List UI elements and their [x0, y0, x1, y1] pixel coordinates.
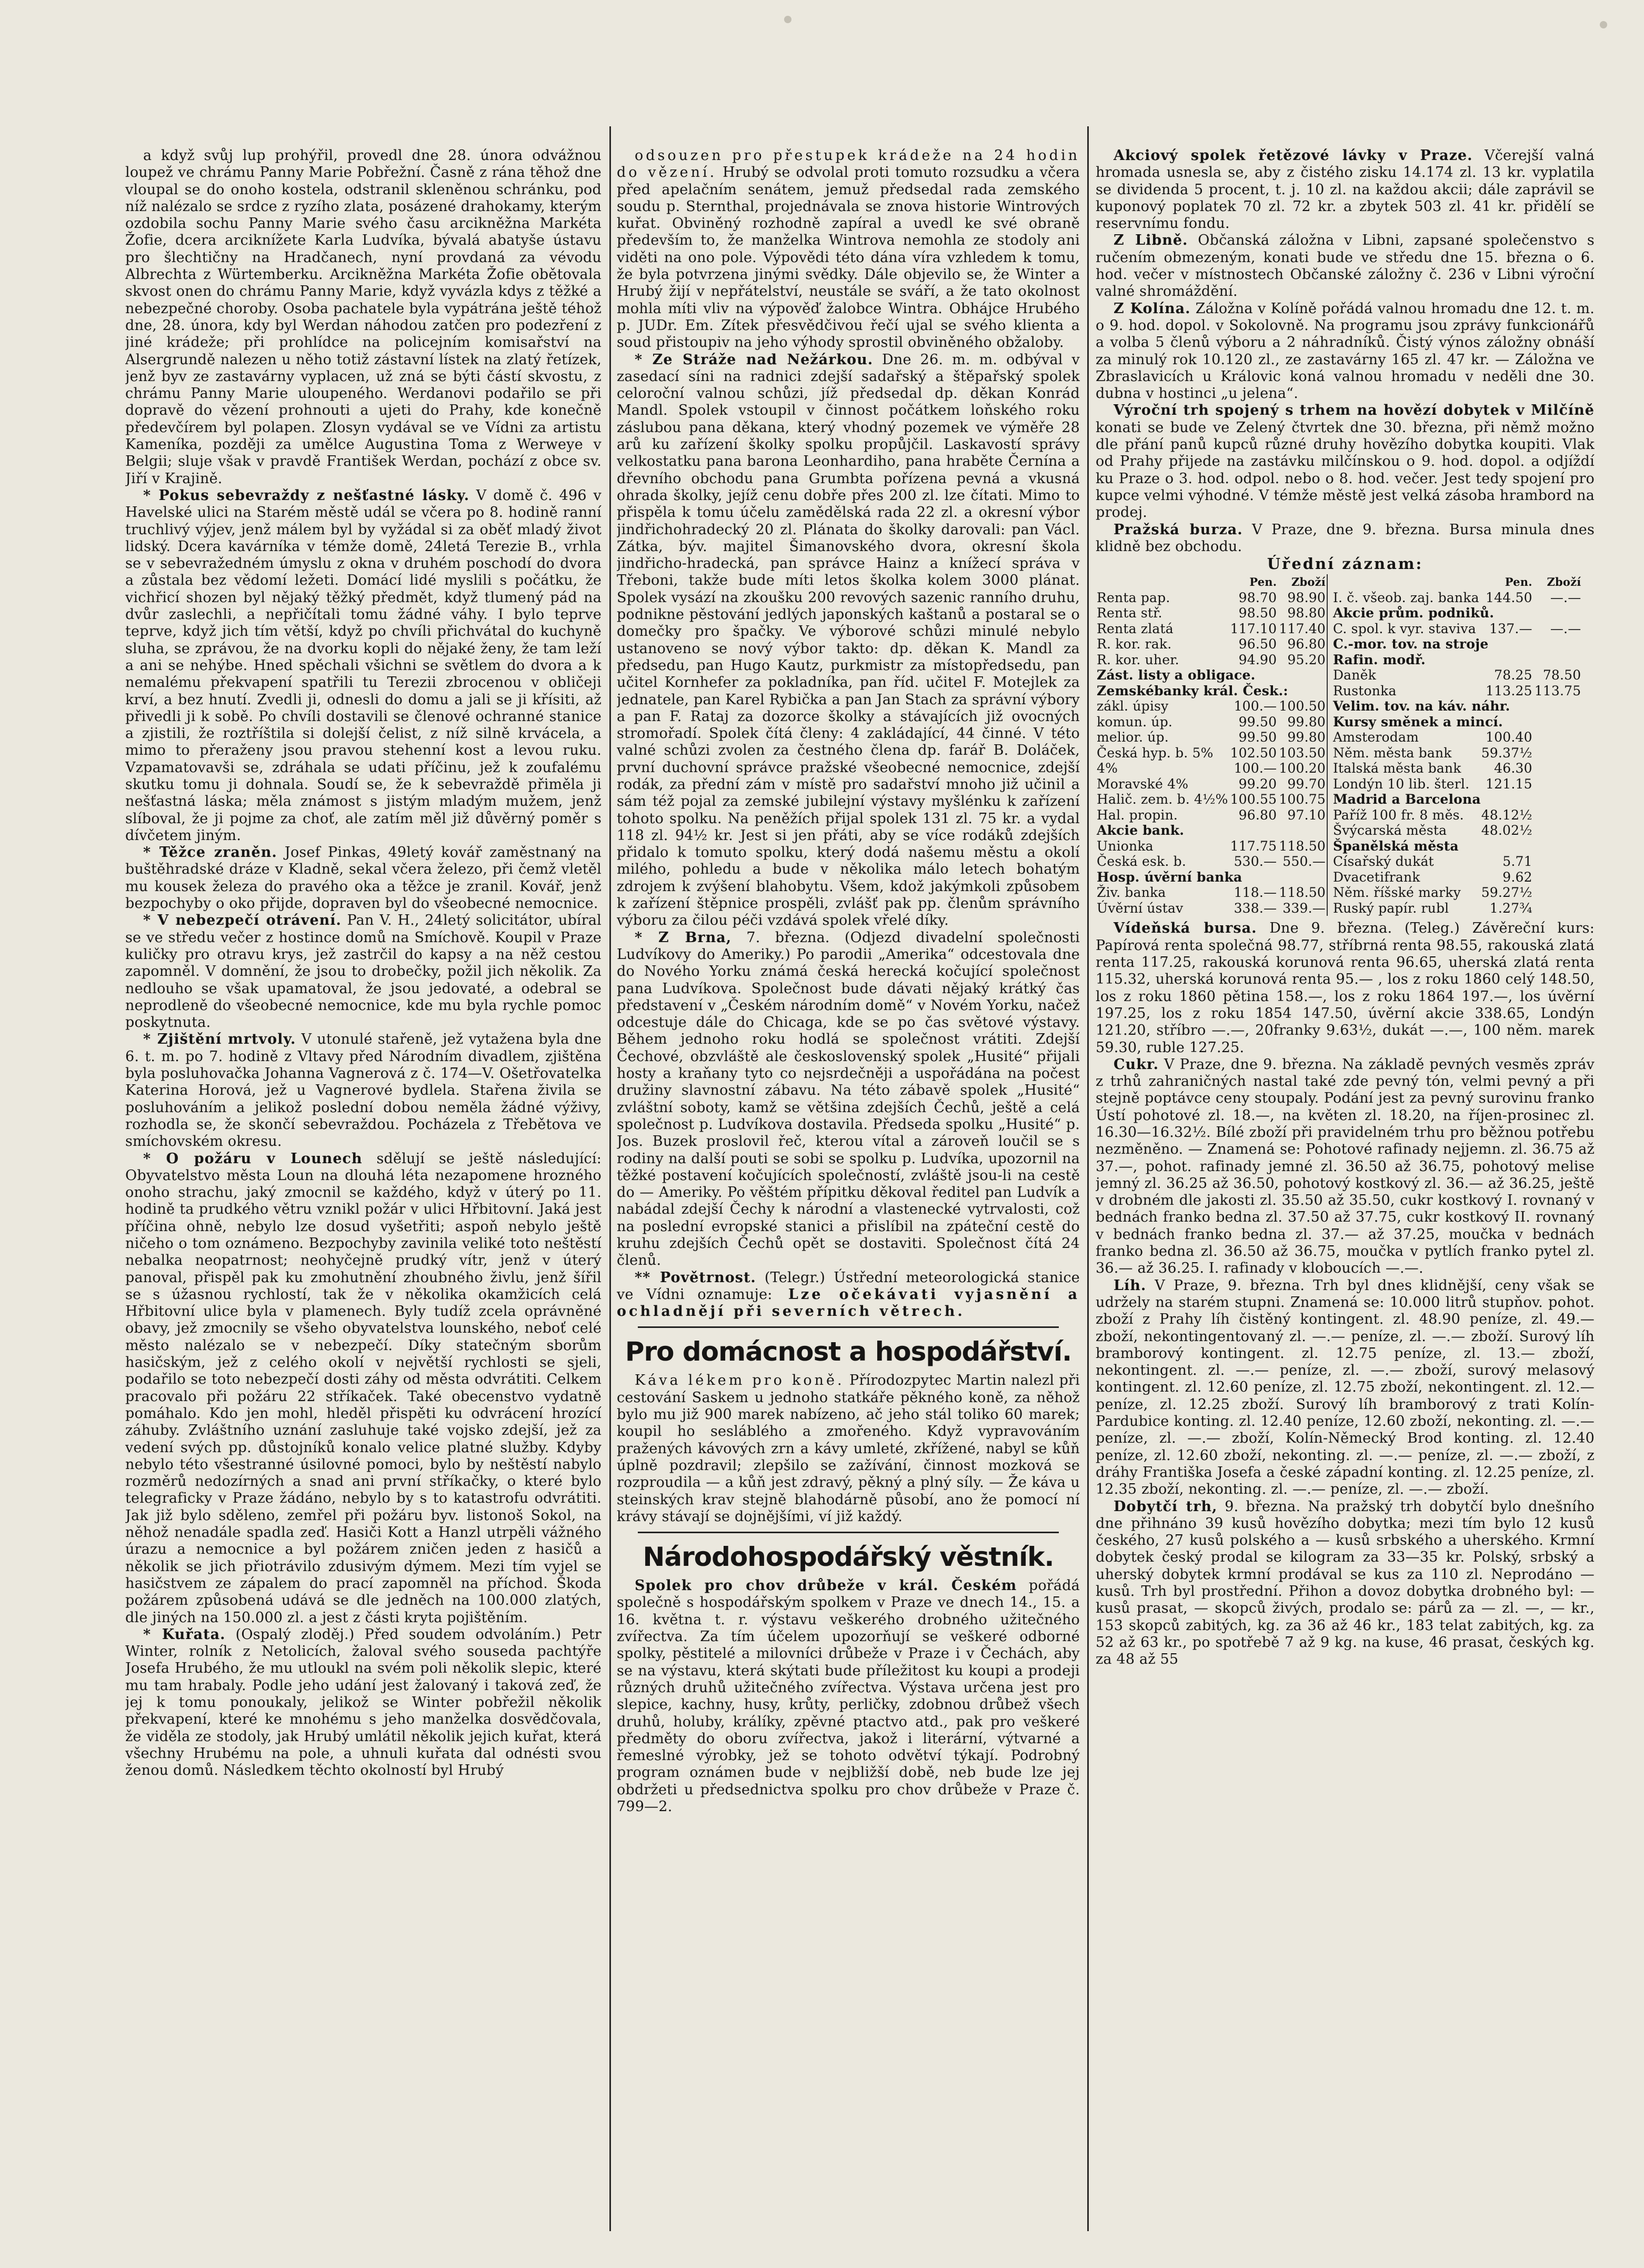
article-paragraph	[1096, 1498, 1595, 1668]
article-text: V domě č. 496 v Havelské ulici na Starém městě udál se včera po 8. hodině ranní truchlivý výjev, jenž málem byl by vyžádal si za oběť mladý život lidský. Dcera kavárníka v témže domě, 24letá Terezie B., vrhla se v sebevražedném úmyslu z okna v druhém poschodí do dvora a zůstala bez vědomí ležeti. Domácí lidé myslili s počátku, že vichřicí shozen byl nějaký těžký předmět, když tlumený pád na dvůr zaslechli, a nepřičítali tomu žádné váhy. I bylo teprve teprve, když jich tím větší, když po chvíli přichvátal do kuchyně sluha, se zprávou, že na dvorku kopli do nějaké ženy, že tam leží a ani se nehýbe. Hned spěchali všichni se světlem do dvora a k nemalému překvapení spatřili tu Terezii zbrocenou v obličeji krví, a bez hnutí. Zvedli ji, odnesli do domu a jali se ji křísiti, až přivedli ji k sobě. Po chvíli dostavili se členové ochranné stanice a zjistili, že roztříštila si dolejší čelist, z níž silně krvácela, a mimo to přeraženy jsou pravou stehenní kost a levou ruku. Vzpamatovavši se, zdráhala se udati příčinu, jež k zoufalému skutku tomu ji dohnala. Soudí se, že k sebevraždě přiměla ji nešťastná láska; měla známost s jistým mladým mužem, jenž slíboval, že ji pojme za choť, ale zatím měl již důvěrný poměr s dívčetem jiným.	[125, 487, 602, 844]
article-paragraph	[125, 147, 602, 487]
article-headline: ** Povětrnost.	[635, 1269, 756, 1286]
row-value: 78.25	[1494, 667, 1532, 683]
row-value: 78.50	[1542, 667, 1581, 683]
row-value: 5.71	[1502, 854, 1532, 870]
article-headline: * Zjištění mrtvoly.	[143, 1031, 296, 1048]
article-text: konati se bude ve Zelený čtvrtek dne 30. března, při němž možno dle přání panů kupců různé druhy hovězího dobytka koupiti. Vlak od Prahy přijede na zastávku milčínskou o 9. hod. dopol. a odjíždí ku Praze o 3. hod. odpol. nebo o 8. hod. večer. Jest tedy spojení pro kupce velmi výhodné. V témže městě jest velká zásoba hrambord na prodej.	[1096, 419, 1595, 521]
article-paragraph	[125, 1626, 602, 1780]
row-label: Hosp. úvěrní banka	[1097, 869, 1242, 885]
row-value: 117.10	[1230, 621, 1277, 636]
row-value: 102.50	[1230, 745, 1277, 761]
table-row	[1332, 854, 1582, 870]
row-label: Hal. propin.	[1097, 807, 1178, 823]
row-value: 113.25	[1486, 683, 1532, 698]
article-headline: * Kuřata.	[143, 1626, 226, 1643]
row-value: 100.—	[1234, 761, 1277, 776]
row-value: 1.27¾	[1489, 900, 1532, 916]
article-text: sdělují se ještě následující: Obyvatelstvo města Loun na dlouhá léta nezapomene hrozného onoho strachu, jaký zmocnil se každého, když v úterý po 11. hodině ta prudkého větru vznikl požár v ulici Hřbitovní. Jaká jest příčina ohně, nebylo lze dosud vyšetřiti; aspoň nebylo ještě ničeho o tom oznámeno. Bezpochyby zavinila veliké toto neštěstí nebalka neopatrnost; neohyčejně prudký vítr, jenž v úterý panoval, přispěl pak ku zmohutnění zhoubného živlu, jenž šířil se s úžasnou rychlostí, tak že v několika okamžicích celá Hřbitovní ulice byla v plamenech. Byly tudíž zcela oprávněné obavy, jež zmocnily se všeho obyvatelstva lounského, neboť celé město nalézalo se v nebezpečí. Díky statečným sborům hasičským, jež z celého okolí v největší rychlosti se sjeli, podařilo se toto nebezpečí dosti záhy od města odvrátiti. Celkem pracovalo při požáru 22 stříkaček. Také obecenstvo vydatně pomáhalo. Kdo jen mohl, hleděl přispěti ku odvrácení hrozící záhuby. Zvláštního uznání zasluhuje také vojsko zdejší, jež za vedení svých pp. důstojníků konalo velice platné služby. Kdyby nebylo této všestranné úsilovné pomoci, bylo by neštěstí nabylo rozměrů nedozírných a snad ani první stříkačky, o které bylo telegraficky v Praze žádáno, nebylo by s to katastrofu odvrátiti. Jak již bylo sděleno, zemřel při požáru byv. listonoš Sokol, na něhož nenadále spadla zeď. Hasiči Kott a Hanzl utrpěli vážného úrazu a nemocnice a byl požárem zničen jeden z hasičů a několik se jich přiotrávilo zdusivým dýmem. Mezi tím vyjel se hasičstvem ze zápalem do prací zapomněl na příchod. Škoda požárem způsobená udává se dle jedněch na 100.000 zlatých, dle jiných na 150.000 zl. a jest z části kryta pojištěním.	[125, 1150, 602, 1626]
article-paragraph	[1096, 301, 1595, 403]
row-label: komun. úp.	[1097, 714, 1173, 730]
row-value: 99.50	[1238, 730, 1277, 745]
spaced-text: Lze očekávati vyjasnění a ochladnějí při severních větrech.	[617, 1286, 1080, 1320]
article-text: Dne 9. března. (Teleg.) Závěreční kurs: Papírová renta společná 98.77, stříbrná renta 98.55, rakouská zlatá renta 117.25, rakouská korunová renta 96.65, uherská zlatá renta 115.32, uherská korunová renta 95.— , los z roku 1860 celý 148.50, los z roku 1860 pětina 158.—, los z roku 1864 197.—, los úvěrní 197.25, los z roku 1854 147.50, úvěrní akcie 338.65, Londýn 121.20, stříbro —.—, 20franky 9.63½, dukát —.—, 100 něm. marek 59.30, ruble 127.25.	[1096, 920, 1595, 1056]
row-value: 98.80	[1287, 605, 1326, 621]
column-header: Pen.	[1505, 575, 1532, 589]
article-paragraph	[125, 1151, 602, 1626]
table-row	[1332, 901, 1582, 916]
row-value	[1533, 870, 1582, 885]
row-value	[1533, 730, 1582, 745]
row-value: 46.30	[1494, 761, 1532, 776]
row-value: 98.50	[1238, 605, 1277, 621]
row-value	[1533, 761, 1582, 776]
table-row	[1096, 901, 1327, 916]
article-headline: Pražská burza.	[1114, 521, 1243, 538]
row-label: Londýn 10 lib. šterl.	[1332, 776, 1470, 792]
table-row	[1332, 885, 1582, 901]
article-text: 7. března. (Odjezd divadelní společnosti Ludvíkovy do Ameriky.) Po parodii „Amerika“ odcestovala dne do Nového Yorku známá česká herecká kočující společnost pana Ludvíkova. Společnost bude dávati nějaký krátký čas představení v „Českém národním domě“ v Novém Yorku, načež odcestuje dále do Chicaga, kde se po čas světové výstavy. Během jednoho roku hodlá se společnost vrátiti. Zdejší Čechové, obzvláště ale československý spolek „Husité“ přijali hosty a kraňany tyto co nejsrdečněji a uspořádána na počest družiny slavnostní zábavu. Na této zábavě spolek „Husité“ zvláštní soboty, kamž se většina zdejších Čechů, ještě a celá společnost p. Ludvíkova dostavila. Předseda spolku „Husité“ p. Jos. Buzek proslovil řeč, kterou vítal a zároveň loučil se s rodiny na další pouti se sobi se spolku p. Ludvíka, upozornil na těžké postavení kočujících společností, zvláště jsou-li na cestě do — Ameriky. Po věštém přípitku děkoval ředitel pan Ludvík a nabádal zdejší Čechy k národní a vlastenecké vytrvalosti, což na poslední evropské stanici a přislíbil na zpáteční cestě do kruhu zdejších Čechů opět se dostaviti. Společnost čítá 24 členů.	[617, 929, 1080, 1269]
row-value: 59.27½	[1481, 885, 1532, 901]
row-value: 103.50	[1279, 745, 1326, 761]
row-label: R. kor. uher.	[1097, 652, 1179, 667]
table-row	[1096, 838, 1327, 854]
table-row	[1096, 636, 1327, 652]
row-value: 550.—	[1282, 854, 1326, 870]
row-label: Něm. říšské marky	[1332, 885, 1461, 901]
section-title-economy: Národohospodářský věstník.	[643, 1542, 1054, 1573]
row-value: 117.40	[1279, 621, 1326, 636]
table-row	[1096, 683, 1327, 699]
row-label: Unionka	[1097, 838, 1154, 854]
table-row	[1332, 667, 1582, 683]
table-row	[1332, 730, 1582, 745]
row-value: 95.20	[1287, 652, 1326, 667]
row-value: 96.80	[1238, 807, 1277, 823]
table-row	[1332, 621, 1582, 637]
article-headline: Dobytčí trh,	[1114, 1498, 1218, 1515]
article-headline: Cukr.	[1114, 1056, 1159, 1073]
table-row	[1332, 745, 1582, 761]
row-value: 59.37½	[1481, 745, 1532, 761]
column-rule	[609, 126, 611, 2231]
article-headline: Spolek pro chov drůbeže v král. Českém	[635, 1577, 1017, 1594]
row-label: Císařský dukát	[1332, 854, 1434, 870]
article-headline: Výroční trh spojený s trhem na hovězí dobytek v Milčíně	[1114, 402, 1595, 419]
article-text: Přírodozpytec Martin nalezl při cestování Saskem u jednoho statkáře pěkného koně, za něhož bylo mu již 900 marek nabízeno, ač jeho stál toliko 60 marek; koupil ho sesláblého a zmořeného. Když vypravováním pražených kávových zrn a kávy umleté, zkřížené, nabyl se kůň úplně pozdravil; zlepšilo se zažívání, činnost mozková se rozproudila — a kůň jest zdravý, pěkný a plný síly. — Že káva u steinských krav stejně blahodárně působí, ano že pomocí ní krávy stávají se dojnějšími, ví již každý.	[617, 1372, 1080, 1525]
article-text: (Telegr.) Ústřední meteorologická stanice ve Vídni oznamuje:	[617, 1269, 1080, 1303]
row-label: Španělská města	[1332, 838, 1459, 854]
row-label: Zást. listy a obligace.	[1097, 667, 1256, 683]
row-label: Česká esk. b.	[1097, 854, 1186, 870]
article-headline: Líh.	[1114, 1277, 1147, 1294]
row-label: zákl. úpisy	[1097, 698, 1169, 714]
article-paragraph	[125, 844, 602, 912]
row-label: Amsterodam	[1332, 730, 1419, 745]
row-value: 144.50	[1486, 590, 1532, 605]
row-value: 118.50	[1279, 885, 1326, 901]
row-value: 137.—	[1489, 621, 1532, 636]
table-row	[1332, 823, 1582, 838]
article-headline: Z Libně.	[1114, 232, 1188, 249]
article-paragraph	[1096, 147, 1595, 232]
row-value: 94.90	[1238, 652, 1277, 667]
article-paragraph	[617, 1372, 1080, 1525]
article-paragraph	[617, 147, 1080, 352]
table-row	[1096, 652, 1327, 668]
table-row	[1096, 605, 1327, 621]
row-label: Kursy směnek a mincí.	[1332, 714, 1503, 730]
table-row	[1096, 698, 1327, 714]
table-row	[1332, 652, 1582, 668]
table-row	[1096, 870, 1327, 885]
exchange-table-right	[1332, 574, 1582, 916]
row-value	[1533, 745, 1582, 761]
section-divider	[638, 1532, 1059, 1533]
row-label: Madrid a Barcelona	[1332, 792, 1481, 807]
row-label: Rustonka	[1332, 683, 1397, 698]
article-text: V Praze, dne 9. března. Bursa minula dnes klidně bez obchodu.	[1096, 521, 1595, 555]
row-value	[1533, 885, 1582, 901]
column-header: Zboží	[1291, 575, 1326, 589]
row-value: 99.20	[1238, 776, 1277, 792]
row-label: Velim. tov. na káv. náhr.	[1332, 698, 1510, 714]
table-row	[1096, 590, 1327, 606]
table-row	[1096, 730, 1327, 745]
row-value: 99.50	[1238, 714, 1277, 730]
article-text: a když svůj lup prohýřil, provedl dne 28. února odvážnou loupež ve chrámu Panny Marie Pobřežní. Časně z rána těhož dne vloupal se do onoho kostela, odstranil skleněnou schránku, pod níž nalézalo se srdce z ryzího zlata, posázené drahokamy, kterým ozdobila sochu Panny Marie svého času arcikněžna Markéta Žofie, dcera arciknížete Karla Ludvíka, bývalá abatyše ústavu pro šlechtičny na Hradčanech, nyní provdaná za vévodu Albrechta z Würtemberku. Arcikněžna Markéta Žofie obětovala skvost onen do chrámu Panny Marie, když vyvázla kdys z těžké a nebezpečné choroby. Osoba pachatele byla vypátrána ještě téhož dne, 28. února, kdy byl Werdan náhodou zatčen pro podezření z jiné krádeže; při prohlídce na policejním komisařství na Alsergrundě nalezen u něho totiž zástavní lístek na zlatý řetízek, jenž byv ze zastavárny vyplacen, už zná se býti částí skvostu, z chrámu Panny Marie uloupeného. Werdanovi podařilo se při dopravě do vězení prohnouti a ujeti do Prahy, kde konečně předevčírem byl polapen. Zlosyn vydával se ve Vídni za artistu Kameníka, později za umělce Augustina Toma z Werweye v Belgii; sluje však v pravdě František Werdan, pochází z obce sv. Jiří v Krajině.	[125, 147, 602, 487]
article-paragraph	[1096, 1277, 1595, 1498]
table-row	[1332, 636, 1582, 652]
article-paragraph	[1096, 232, 1595, 300]
row-value	[1533, 901, 1582, 916]
article-paragraph	[125, 1031, 602, 1150]
row-value: 121.15	[1486, 776, 1532, 792]
row-label: Renta pap.	[1097, 590, 1170, 605]
table-row	[1096, 854, 1327, 870]
row-label: Moravské 4%	[1097, 776, 1189, 792]
row-label: C.-mor. tov. na stroje	[1332, 636, 1489, 652]
table-row	[1096, 621, 1327, 637]
table-row	[1332, 838, 1582, 854]
row-label: Česká hyp. b. 5%	[1097, 745, 1214, 761]
row-value: 9.62	[1502, 869, 1532, 885]
article-text: Josef Pinkas, 49letý kovář zaměstnaný na buštěhradské dráze v Kladně, sekal včera železo, při čemž vletěl mu kousek železa do pravého oka a těžce je zranil. Kovář, jenž bezpochyby o oko přijde, dopraven byl do všeobecné nemocnice.	[125, 844, 602, 912]
row-label: 4%	[1097, 761, 1118, 776]
row-label: Rafin. modř.	[1332, 652, 1426, 667]
row-value: 338.—	[1234, 900, 1277, 916]
article-headline: Akciový spolek řetězové lávky v Praze.	[1114, 147, 1473, 164]
table-row	[1332, 698, 1582, 714]
row-label: Ruský papír. rubl	[1332, 900, 1449, 916]
row-value: 98.90	[1287, 590, 1326, 605]
row-label: R. kor. rak.	[1097, 636, 1172, 652]
row-label: Akcie bank.	[1097, 823, 1185, 838]
row-value: 100.40	[1486, 730, 1532, 745]
article-paragraph	[617, 352, 1080, 930]
row-label: Zemskébanky král. Česk.:	[1097, 683, 1288, 698]
row-label: melior. úp.	[1097, 730, 1169, 745]
row-value: 48.12½	[1481, 807, 1532, 823]
article-headline: * V nebezpečí otrávení.	[143, 912, 342, 929]
article-text: Záložna v Kolíně pořádá valnou hromadu dne 12. t. m. o 9. hod. dopol. v Sokolovně. Na programu jsou zprávy funkcionářů a volba 5 členů výboru a 2 náhradníků. Čistý výnos záložny obnáší za minulý rok 10.120 zl., ze zastavárny 165 zl. 47 kr. — Záložna ve Zbraslavicích u Královic koná valnou hromadu v neděli dne 30. dubna v hostinci „u jelena“.	[1096, 300, 1595, 402]
row-value	[1533, 823, 1582, 838]
table-caption: Úřední záznam:	[1267, 555, 1424, 573]
row-value: 98.70	[1238, 590, 1277, 605]
article-text: V Praze, 9. března. Trh byl dnes klidnější, ceny však se udržely na starém stupni. Znamená se: 10.000 litrů stupňov. pohot. zboží z Prahy líh čistěný kontingent. zl. 48.90 peníze, zl. 49.— zboží, nekontingentovaný zl. —.— peníze, zl. —.— zboží. Surový líh bramborový kontingent. zl. 12.75 peníze, zl. 13.— zboží, nekontingent. zl. —.— peníze, zl. —.— zboží, surový melasový kontingent. zl. 12.60 peníze, zl. 12.75 zboží, nekontingent. zl. 12.— peníze, zl. 12.25 zboží. Surový líh bramborový z trati Kolín-Pardubice konting. zl. 12.40 peníze, 12.60 zboží, nekonting. zl. —.— peníze, zl. —.— zboží, Kolín-Německý Brod konting. zl. 12.40 peníze, zl. 12.60 zboží, nekonting. zl. —.— peníze, zl. —.— zboží, z dráhy Františka Josefa a české západní konting. zl. 12.25 peníze, zl. 12.35 zboží, nekonting. zl. —.— peníze, zl. —.— zboží.	[1096, 1277, 1595, 1498]
article-paragraph	[125, 487, 602, 844]
column-2	[617, 147, 1080, 2232]
row-value: 100.55	[1230, 792, 1277, 807]
table-row	[1332, 590, 1582, 606]
row-label: C. spol. k vyr. stavivа	[1332, 621, 1476, 636]
article-headline: * Z Brna,	[635, 929, 732, 946]
article-paragraph	[1096, 522, 1595, 556]
row-value: 97.10	[1287, 807, 1326, 823]
table-row	[1096, 714, 1327, 730]
article-paragraph	[1096, 1056, 1595, 1277]
table-row	[1096, 776, 1327, 792]
table-row	[1332, 761, 1582, 776]
column-header: Zboží	[1547, 575, 1581, 589]
article-text: V utonulé stařeně, jež vytažena byla dne 6. t. m. po 7. hodině z Vltavy před Národním divadlem, zjištěna byla posluhovačka Johanna Vagnerová z č. 174—V. Ošetřovatelka Katerina Horová, jež u Vagnerové bydlela. Stařena živila se posluhováním a jelikož poslední dobou neměla žádné výživy, rozhodla se, že skončí sebevraždou. Pocházela z Třebětova ve smíchovském okresu.	[125, 1031, 602, 1150]
table-row	[1332, 807, 1582, 823]
article-text: Dne 26. m. m. odbýval v zasedací síni na radnici zdejší sadařský a štěpařský spolek celoroční valnou schůzi, jíž předsedal dp. děkan Konrád Mandl. Spolek vstoupil v činnost počátkem loňského roku záslubou pana děkana, který vhodný pozemek ve výměře 28 arů ku zařízení školky spolku propůjčil. Laskavostí správy velkostatku pana barona Leonhardiho, pana hraběte Černína a dřevního obchodu pana Grumbta pořízena pevná a vkusná ohrada školky, jejíž cenu dobře přes 200 zl. lze čítati. Mimo to přispěla k tomu účelu zamědělská rada 22 zl. a okresní výbor jindřichohradecký 20 zl. Plánata do školky darovali: pan Václ. Zátka, býv. majitel Šimanovského dvora, okresní škola jindřicho-hradecká, pan správce Hainz a knížecí správa v Třeboni, takže bude míti letos školka kolem 3000 plánat. Spolek vysází na zkoušku 200 revových sazenic ranního druhu, podnikne pěstování jedlých japonských kaštanů a postaral se o domečky pro špačky. Ve výborové schůzi minulé nebylo ustanoveno se nový výbor takto: dp. děkan K. Mandl za předsedu, pan Hugo Kautz, purkmistr za místopředsedu, pan učitel Kornhefer za pokladníka, pan říd. učitel F. Motejlek za jednatele, pan Karel Rybička a pan Jan Stach za správní výbory a pan F. Rataj za dozorce školky a stávajících již ovocných stromořadí. Spolek čítá členy: 4 zakládající, 44 činné. V této valné schůzi zvolen za čestného člena dp. farář B. Doláček, první duchovní správce pražské všeobecné nemocnice, zdejší rodák, za přední zám v místě pro sadařství mnoho již učinil a sám též pojal za zemské jubilejní výstavy myšlénku k zařízení tohoto spolku. Na peněžích přijal spolek 131 zl. 75 kr. a vydal 118 zl. 94½ kr. Jest si jen přáti, aby se více rodáků zdejších přidalo k tomuto spolku, který dodá našemu městu a okolí milého, pohledu a bude v několika málo letech bohatým zdrojem k zvýšení blahobytu. Všem, kdož jakýmkoli způsobem k zařízení štěpnice prospěli, zvlášť pak pp. členům správního výboru za čilou péči vzdává spolek vřelé díky.	[617, 351, 1080, 929]
section-title-household: Pro domácnost a hospodářství.	[625, 1336, 1072, 1367]
row-value	[1533, 807, 1582, 823]
article-paragraph	[1096, 920, 1595, 1056]
exchange-tables	[1096, 574, 1595, 916]
article-text: Hrubý se odvolal proti tomuto rozsudku a včera před apelačním senátem, jemuž předsedal rada zemského soudu p. Sternthal, projednávala se znova historie Wintrových kuřat. Obviněný rozhodně zapíral a uvedl ke své obraně především to, že manželka Wintrova nemohla ze stodoly ani viděti na ono pole. Výpovědi této dána víra vzhledem k tomu, že byla potvrzena jinými svědky. Dále objevilo se, že Winter a Hrubý žijí v nepřátelství, neustále se sváří, a že tato okolnost mohla míti vliv na výpověď žalobce Wintra. Obhájce Hrubého p. JUDr. Em. Zítek přesvědčivou řečí ujal se svého klienta a soud přistoupiv na jeho výhody sprostil obviněného obžaloby.	[617, 164, 1080, 351]
article-paragraph	[1096, 402, 1595, 521]
table-row	[1096, 667, 1327, 683]
table-row	[1096, 885, 1327, 901]
table-row	[1096, 823, 1327, 838]
row-value: 339.—	[1282, 900, 1326, 916]
row-label: Renta stř.	[1097, 605, 1162, 621]
table-row	[1096, 792, 1327, 807]
row-value	[1533, 776, 1582, 792]
row-value: 99.70	[1287, 776, 1326, 792]
table-row	[1332, 683, 1582, 699]
article-paragraph	[617, 930, 1080, 1270]
row-value: 99.80	[1287, 714, 1326, 730]
article-headline: * Ze Stráže nad Nežárkou.	[635, 351, 874, 368]
row-label: Něm. města bank	[1332, 745, 1452, 761]
article-headline: Vídeňská bursa.	[1114, 920, 1257, 937]
column-1	[125, 147, 602, 2232]
spaced-text: Káva lékem pro koně.	[635, 1372, 845, 1389]
article-paragraph	[125, 912, 602, 1031]
section-divider	[638, 1326, 1059, 1328]
row-label: Paříž 100 fr. 8 měs.	[1332, 807, 1464, 823]
spaced-text: odsouzen pro přestupek krádeže na 24 hodin do vězení.	[617, 147, 1080, 181]
row-value: 96.80	[1287, 636, 1326, 652]
row-value: 100.50	[1279, 698, 1326, 714]
row-label: Akcie prům. podniků.	[1332, 605, 1495, 621]
article-text: Občanská záložna v Libni, zapsané společenstvo s ručením obmezeným, konati bude ve středu dne 15. března o 6. hod. večer v místnostech Občanské záložny č. 236 v Libni výroční valné shromáždění.	[1096, 232, 1595, 300]
row-label: I. č. všeob. zaj. banka	[1332, 590, 1479, 605]
row-value: 118.50	[1279, 838, 1326, 854]
row-value: 100.75	[1279, 792, 1326, 807]
row-label: Dvacetifrank	[1332, 869, 1420, 885]
row-value: 100.20	[1279, 761, 1326, 776]
table-row	[1332, 792, 1582, 807]
row-label: Renta zlatá	[1097, 621, 1174, 636]
row-value: —.—	[1550, 590, 1581, 605]
table-row	[1096, 745, 1327, 761]
column-rule	[1087, 126, 1089, 2231]
article-headline: * Těžce zraněn.	[143, 844, 277, 861]
column-3	[1096, 147, 1595, 2232]
row-label: Úvěrní ústav	[1097, 900, 1184, 916]
column-header: Pen.	[1249, 575, 1277, 589]
row-value: 117.75	[1230, 838, 1277, 854]
article-text: Pan V. H., 24letý solicitátor, ubíral se ve středu večer z hostince domů na Smíchově. Koupil v Praze kuličky pro otravu krys, jež zastrčil do kapsy a na něž cestou zapomněl. V domnění, že jsou to drobečky, požil jich několik. Za nedlouho se však upamatoval, že jsou jedovaté, a odebral se neprodleně do všeobecné nemocnice, kde mu byla rychle pomoc poskytnuta.	[125, 912, 602, 1031]
article-text: 9. března. Na pražský trh dobytčí bylo dnešního dne přihnáno 39 kusů hovězího dobytka; mezi tím bylo 12 kusů českého, 27 kusů polského a — kusů srbského a uherského. Krmní dobytek český prodal se kilogram za 33—35 kr. Polský, srbský a uherský dobytek krmní prodával se kus za 110 zl. Neprodáno — kusů. Trh byl prostřední. Přihon a dovoz dobytka drobného byl: — kusů prasat, — skopců živých, prodalo se: párů za — zl. —, — kr., 153 skopců zabitých, kg. za 36 až 46 kr., 183 telat zabitých, kg. za 52 až 63 kr., po spotřebě 7 až 9 kg. na kuse, 46 prasat, českých kg. za 48 až 55	[1096, 1498, 1595, 1668]
table-row	[1332, 605, 1582, 621]
table-row	[1096, 807, 1327, 823]
article-headline: * Pokus sebevraždy z nešťastné lásky.	[143, 487, 470, 504]
row-value: 96.50	[1238, 636, 1277, 652]
table-row	[1332, 776, 1582, 792]
article-paragraph	[617, 1270, 1080, 1321]
row-value: —.—	[1550, 621, 1581, 636]
row-value	[1533, 854, 1582, 870]
article-headline: * O požáru v Lounech	[143, 1150, 363, 1167]
article-paragraph	[617, 1577, 1080, 1815]
exchange-table-left	[1096, 574, 1328, 916]
row-label: Daněk	[1332, 667, 1376, 683]
table-row	[1096, 761, 1327, 776]
row-value: 113.75	[1534, 683, 1581, 698]
row-value: 118.—	[1234, 885, 1277, 901]
row-value: 48.02½	[1481, 823, 1532, 838]
table-row	[1332, 870, 1582, 885]
article-text: pořádá společně s hospodářským spolkem v Praze ve dnech 14., 15. a 16. května t. r. výstavu veškerého drobného užitečného zvířectva. Za tím účelem upozorňují se veškeré odborné spolky, pěstitelé a milovníci drůbeže v Praze i v Čechách, aby se na výstavu, která skýtati bude příležitost ku koupi a prodeji různých druhů užitečného zvířectva. Výstava určena jest pro slepice, kachny, husy, krůty, perličky, zdobnou drůbež všech druhů, holuby, králíky, zpěvné ptactvo atd., pak pro veškeré předměty do oboru zvířectva, jakož i literární, výtvarné a řemeslné výrobky, jež se tohoto odvětví týkají. Podrobný program oznámen bude v nejbližší době, neb bude lze jej obdržeti u předsednictva spolku pro chov drůbeže v Praze č. 799—2.	[617, 1577, 1080, 1815]
article-text: V Praze, dne 9. března. Na základě pevných vesměs zpráv z trhů zahraničných nastal také zde pevný tón, velmi pevný a při stejně poptávce ceny stoupaly. Podání jest za pevný surovinu franko Ústí pohotové zl. 18.—, na květen zl. 18.20, na říjen-prosinec zl. 16.30—16.32½. Bílé zboží při pravidelném trhu pro běžnou potřebu nezměněno. — Znamená se: Pohotové rafinady nejjemn. zl. 36.75 až 37.—, pohot. rafinady jemné zl. 36.50 až 36.75, pohotový melise jemný zl. 36.25 až 36.50, pohotový kostkový zl. 36.— až 36.25, ještě v drobném dle jakosti zl. 35.50 až 35.50, cukr kostkový I. rovnaný v bednách franko bedna zl. 37.50 až 37.75, cukr kostkový II. rovnaný v bednách franko bedna zl. 37.— až 37.25, moučka v bednách franko bedna zl. 36.50 až 36.75, moučka v pytlích franko pytel zl. 36.— až 36.25. I. rafinady v kloboucích —.—.	[1096, 1056, 1595, 1277]
row-label: Živ. banka	[1097, 885, 1166, 901]
row-label: Italská města bank	[1332, 761, 1461, 776]
row-label: Halič. zem. b. 4½%	[1097, 792, 1228, 807]
row-value: 100.—	[1234, 698, 1277, 714]
table-row	[1332, 714, 1582, 730]
row-value: 530.—	[1234, 854, 1277, 870]
article-text: Včerejší valná hromada usnesla se, aby z čistého zisku 14.174 zl. 13 kr. vyplatila se dividenda 5 procent, t. j. 10 zl. na každou akcii; dále zaprávil se kuponový poplatek 70 zl. 72 kr. a zbytek 503 zl. 41 kr. přidělí se reservnímu fondu.	[1096, 147, 1595, 232]
article-text: (Ospalý zloděj.) Před soudem odvoláním.) Petr Winter, rolník z Netolicích, žaloval svého souseda pachtýře Josefa Hrubého, že mu utloukl na svém poli několik slepic, které mu tam hrabaly. Podle jeho udání jest žalovaný i taková zeď, že jej k tomu ponoukaly, jelikož se Winter pobřežil několik překvapení, které ke mnohému s jeho manželka dosvědčovala, že viděla ze stodoly, jak Hrubý umlátil několik jejich kuřat, která všechny Hrubému na pole, a uhnuli kuřata dal odnésti svou ženou domů. Následkem těchto okolností byl Hrubý	[125, 1626, 602, 1779]
row-label: Švýcarská města	[1332, 823, 1447, 838]
row-value: 99.80	[1287, 730, 1326, 745]
article-headline: Z Kolína.	[1114, 300, 1191, 317]
